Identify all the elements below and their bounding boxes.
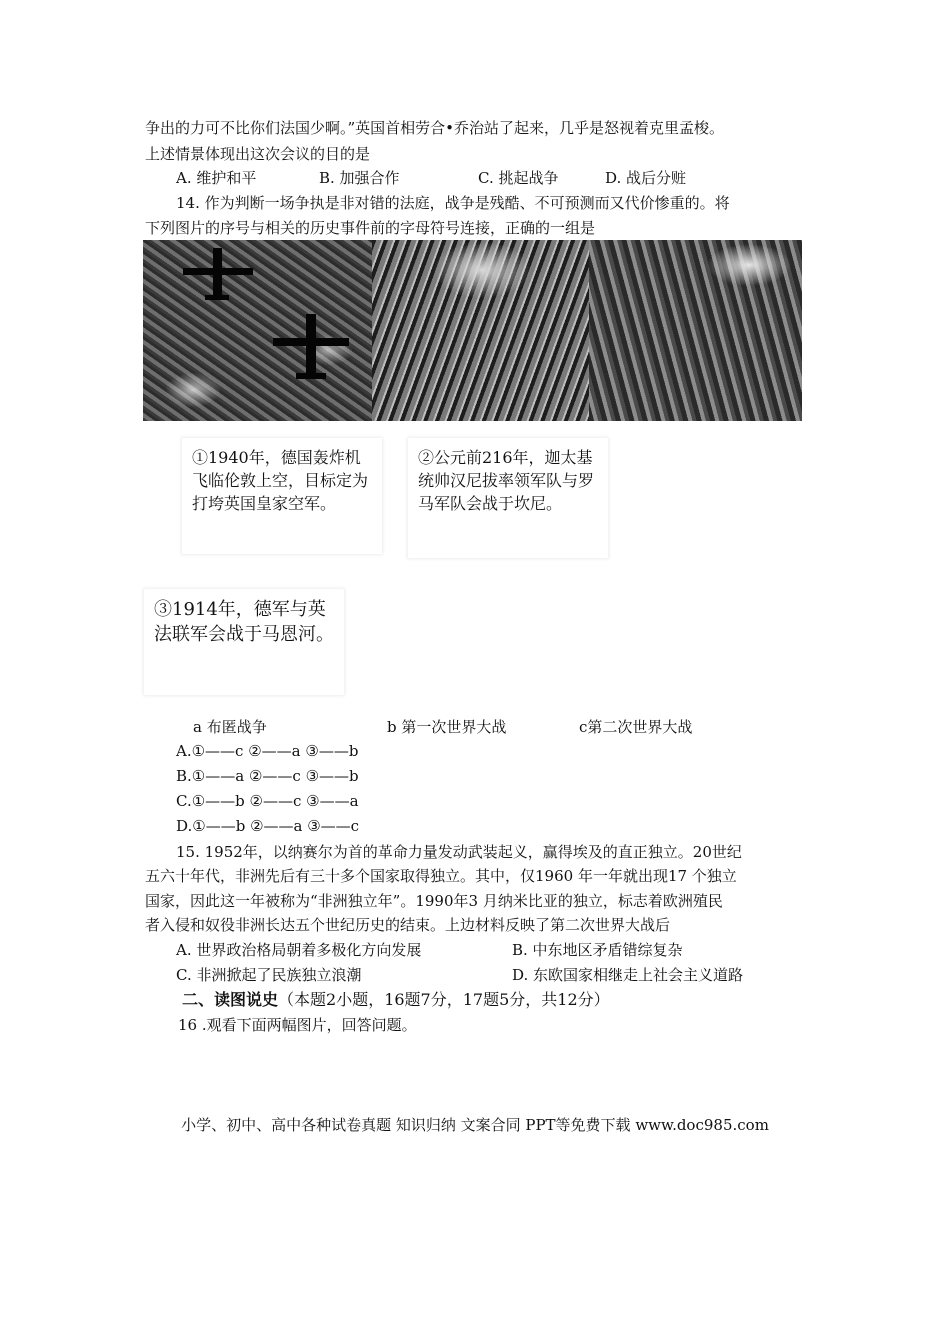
intro-line-2: 上述情景体现出这次会议的目的是 [145, 145, 371, 163]
q16-prompt: 16 .观看下面两幅图片，回答问题。 [178, 1016, 417, 1034]
q15-option-c: C. 非洲掀起了民族独立浪潮 [176, 966, 362, 984]
caption-2-text: ②公元前216年，迦太基统帅汉尼拔率领军队与罗马军队会战于坎尼。 [418, 448, 595, 513]
q15-option-a: A. 世界政治格局朝着多极化方向发展 [176, 941, 422, 959]
bomber-photo [143, 240, 372, 421]
battle-painting [372, 240, 589, 421]
q14-choice-b: B.①——a ②——c ③——b [176, 767, 359, 785]
bomber-plane-icons [143, 240, 372, 421]
q15-line-3: 国家，因此这一年被称为“非洲独立年”。1990年3 月纳米比亚的独立，标志着欧洲殖民 [145, 892, 723, 910]
q15-option-b: B. 中东地区矛盾错综复杂 [512, 941, 683, 959]
caption-box-2 [408, 438, 608, 558]
footer-text: 小学、初中、高中各种试卷真题 知识归纳 文案合同 PPT等免费下载 www.doc985.com [181, 1116, 769, 1134]
q14-line-2: 下列图片的序号与相关的历史事件前的字母符号连接，正确的一组是 [145, 219, 596, 237]
q15-line-4: 者入侵和奴役非洲长达五个世纪历史的结束。上边材料反映了第二次世界大战后 [145, 916, 671, 934]
section-2-heading [182, 990, 610, 1010]
caption-box-1 [182, 438, 382, 554]
q15-option-d: D. 东欧国家相继走上社会主义道路 [512, 966, 744, 984]
event-b: b 第一次世界大战 [387, 718, 507, 736]
section-2-note: （本题2小题，16题7分，17题5分，共12分） [278, 990, 610, 1009]
intro-line-1: 争出的力可不比你们法国少啊。”英国首相劳合•乔治站了起来，几乎是怒视着克里孟梭。 [145, 119, 725, 137]
event-c: c第二次世界大战 [579, 718, 693, 736]
q14-choice-d: D.①——b ②——a ③——c [176, 817, 360, 835]
war-photos-figure [143, 240, 802, 421]
caption-box-3 [144, 589, 344, 695]
q13-option-c: C. 挑起战争 [478, 169, 559, 187]
q13-option-a: A. 维护和平 [176, 169, 257, 187]
q14-line-1: 14. 作为判断一场争执是非对错的法庭，战争是残酷、不可预测而又代价惨重的。将 [176, 194, 730, 212]
q14-choice-c: C.①——b ②——c ③——a [176, 792, 359, 810]
event-a: a 布匿战争 [193, 718, 267, 736]
q14-choice-a: A.①——c ②——a ③——b [176, 742, 359, 760]
caption-3-text: ③1914年，德军与英法联军会战于马恩河。 [154, 599, 334, 645]
q13-option-b: B. 加强合作 [319, 169, 400, 187]
caption-1-text: ①1940年，德国轰炸机飞临伦敦上空，目标定为打垮英国皇家空军。 [192, 448, 369, 513]
section-2-title: 二、读图说史 [182, 990, 279, 1009]
q13-option-d: D. 战后分赃 [605, 169, 687, 187]
q15-line-2: 五六十年代，非洲先后有三十多个国家取得独立。其中，仅1960 年一年就出现17 个独立 [145, 867, 737, 885]
trench-photo [589, 240, 802, 421]
q15-line-1: 15. 1952年，以纳赛尔为首的革命力量发动武装起义，赢得埃及的直正独立。20世纪 [176, 843, 742, 861]
